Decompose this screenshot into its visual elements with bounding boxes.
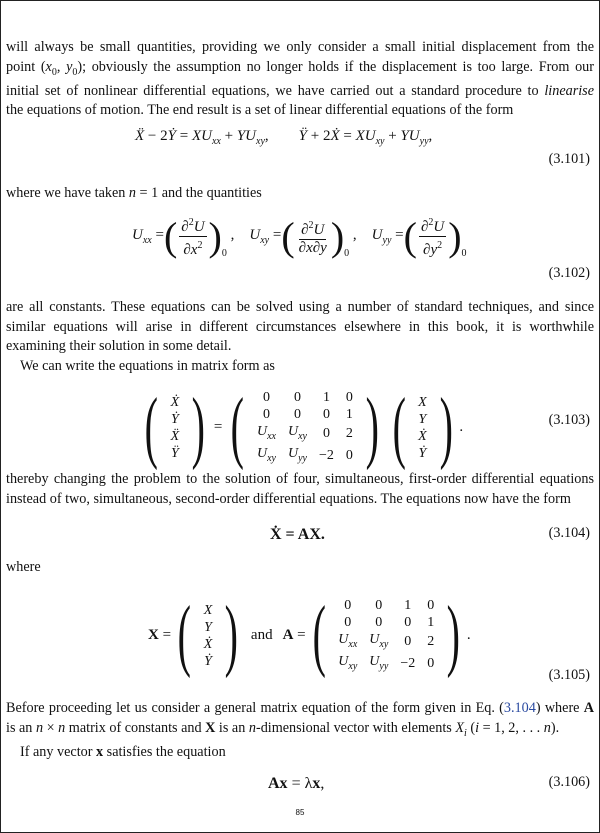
para6-line-3: If any vector x satisfies the equation bbox=[20, 743, 226, 760]
equation-number-3-102: (3.102) bbox=[548, 265, 590, 281]
eq-ref-3-104[interactable]: 3.104 bbox=[503, 700, 536, 716]
page-number: 85 bbox=[295, 808, 305, 817]
para4-line-1: thereby changing the problem to the solution of four, simultaneous, first-order differential equations bbox=[6, 471, 594, 487]
para6-line-2: is an n × n matrix of constants and X is an n-dimensional vector with elements $X_i$ (i = 1, 2, . . . n). bbox=[6, 719, 560, 739]
equation-3-104: Ẋ = AX. bbox=[270, 526, 325, 543]
para2-line: where we have taken n = 1 and the quantities bbox=[6, 185, 262, 201]
equation-3-103: ( Ẋ Ẏ Ẍ Ÿ ) = ( 0 0 1 0 0 0 0 1 $U_{xx}$ $U_{xy}$ 0 2 $U_{xy}$ $U_{yy}$ −2 0 ) ( X Y Ẋ Ẏ ) . bbox=[144, 383, 464, 471]
paragraph-5 bbox=[6, 558, 594, 578]
para4-line-2: instead of two, simultaneous, second-order differential equations. The equations now have the form bbox=[6, 490, 571, 507]
equation-number-3-103: (3.103) bbox=[548, 412, 590, 428]
para1-line-4: the equations of motion. The end result is a set of linear differential equations of the form bbox=[6, 102, 514, 119]
paragraph-6 bbox=[6, 699, 594, 762]
and-word: and bbox=[250, 627, 273, 643]
para3-line-3: examining their solution in some detail. bbox=[6, 338, 232, 354]
equation-3-102: $U_{xx}$ = ( $\frac{\partial^2U}{\partial x^2}$ ) $_0$ , $U_{xy}$ = ( $\frac{\partial^2U}{\partial x\partial y}$ ) $_0$ , $U_{yy}$ = ( $\frac{\partial^2U}{\partial y^2}$ ) $_0$ bbox=[132, 213, 467, 259]
equation-3-106: Ax = λx, bbox=[268, 775, 325, 792]
equation-3-101: Ẍ − 2Ẏ = $XU_{xx} + YU_{xy}$, Ÿ + 2Ẋ = $XU_{xy} + YU_{yy}$, bbox=[135, 128, 433, 147]
vector-x-105: X Y Ẋ Ẏ bbox=[203, 602, 213, 669]
matrix-a-103: 0 0 1 0 0 0 0 1 $U_{xx}$ $U_{xy}$ 0 2 $U_{xy}$ $U_{yy}$ −2 0 bbox=[256, 389, 353, 464]
equation-number-3-104: (3.104) bbox=[548, 525, 590, 541]
paragraph-2 bbox=[6, 184, 594, 204]
equation-3-105: X = ( X Y Ẋ Ẏ ) and A = ( 0 0 1 0 0 0 0 1 $U_{xx}$ $U_{xy}$ 0 2 $U_{xy}$ $U_{yy}$ −2 0 ) . bbox=[148, 591, 471, 679]
para3-line-1: are all constants. These equations can be solved using a number of standard techniques, and since bbox=[6, 299, 594, 315]
equation-number-3-101: (3.101) bbox=[548, 151, 590, 167]
para1-line-3: initial set of nonlinear differential equations, we have carried out a standard procedure to linearise bbox=[6, 82, 594, 99]
para5-line: where bbox=[6, 559, 41, 575]
paragraph-1 bbox=[6, 38, 594, 121]
equation-number-3-106: (3.106) bbox=[548, 774, 590, 790]
vector-xdot: Ẋ Ẏ Ẍ Ÿ bbox=[170, 394, 180, 461]
para1-line-1: will always be small quantities, providing we only consider a small initial displacement from the bbox=[6, 39, 594, 55]
para1-line-2: point ($x_0$, $y_0$); obviously the assumption no longer holds if the displacement is too large. From our bbox=[6, 58, 594, 78]
para3-line-2: similar equations will arise in different circumstances elsewhere in this book, it is worthwhile bbox=[6, 318, 594, 335]
matrix-a-105: 0 0 1 0 0 0 0 1 $U_{xx}$ $U_{xy}$ 0 2 $U_{xy}$ $U_{yy}$ −2 0 bbox=[338, 597, 435, 672]
para3-line-4: We can write the equations in matrix form as bbox=[20, 357, 275, 374]
paragraph-3 bbox=[6, 298, 594, 376]
equation-number-3-105: (3.105) bbox=[548, 667, 590, 683]
vector-x-103: X Y Ẋ Ẏ bbox=[418, 394, 427, 461]
para6-line-1: Before proceeding let us consider a general matrix equation of the form given in Eq. (3.104) where A bbox=[6, 700, 594, 716]
paragraph-4 bbox=[6, 470, 594, 509]
